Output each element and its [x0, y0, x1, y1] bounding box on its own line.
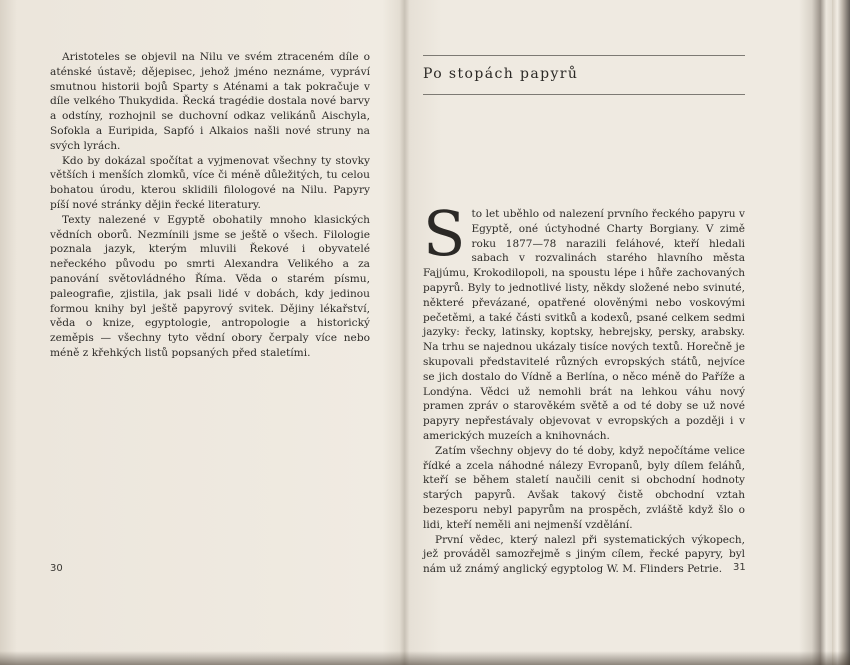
- page-shadow: [0, 651, 850, 665]
- left-paragraph-1: Aristoteles se objevil na Nilu ve svém ztraceném díle o aténské ústavě; dějepisec, jehož jméno neznáme, vypráví smutnou historii bojů Sparty s Aténami a tak pokračuje v díle velkého Thukydida. Řecká tragédie dostala nové barvy a odstíny, rozhojnil se duchovní odkaz velikánů Aischyla, Sofokla a Euripida, Sapfó i Alkaios našli nové struny na svých lyrách.: [50, 51, 370, 152]
- left-page: [50, 50, 370, 361]
- chapter-title: Po stopách papyrů: [423, 66, 579, 82]
- title-rule-top: [423, 55, 745, 56]
- left-paragraph-3: Texty nalezené v Egyptě obohatily mnoho klasických vědních oborů. Nezmínili jsme se ještě o všech. Filologie poznala jazyk, kterým mluvili Řekové i obyvatelé neřeckého původu po smrti Alexandra Velikého a za panování světovládného Říma. Věda o starém písmu, paleografie, zjistila, jak psali lidé v dobách, kdy jedinou formou knihy byl ještě papyrový svitek. Dějiny lékařství, věda o knize, egyptologie, antropologie a historický zeměpis — všechny tyto vědní obory čerpaly více nebo méně z křehkých listů popsaných před staletími.: [50, 213, 370, 359]
- right-paragraph-1: [423, 197, 745, 444]
- right-paragraph-3: První vědec, který nalezl při systematických výkopech, jež prováděl samozřejmě s jiným cílem, řecké papyry, byl nám už známý anglický egyptolog W. M. Flinders Petrie.: [423, 533, 745, 576]
- right-paragraph-1-text: to let uběhlo od nalezení prvního řeckého papyru v Egyptě, oné úctyhodné Charty Borgiany. V zimě roku 1877—78 narazili feláhové, kteří hledali sabach v rozvalinách starého hlavního města Fajjúmu, Krokodilopoli, na spoustu lépe i hůře zachovaných papyrů. Byly to jednotlivé listy, někdy složené nebo svinuté, některé převázané, opatřené olověnými nebo voskovými pečetěmi, a také části svitků a kodexů, psané celkem sedmi jazyky: řecky, latinsky, koptsky, hebrejsky, persky, arabsky. Na trhu se najednou ukázaly tisíce nových textů. Horečně je skupovali představitelé různých evropských států, nejvíce se jich dostalo do Vídně a Berlína, o něco méně do Paříže a Londýna. Vědci už nemohli brát na lehkou váhu nový pramen zpráv o starověkém světě a od té doby se už nové papyry nepřestávaly objevovat v evropských a později i v amerických muzeích a knihovnách.: [423, 208, 745, 442]
- right-page: [423, 55, 745, 577]
- drop-cap: S: [423, 197, 466, 270]
- book-edge: [832, 0, 850, 665]
- page-number-left: 30: [50, 563, 63, 574]
- title-rule-bottom: [423, 94, 745, 95]
- left-paragraph-2: Kdo by dokázal spočítat a vyjmenovat všechny ty stovky větších i menších zlomků, více či méně důležitých, tu celou bohatou úrodu, kterou sklidili filologové na Nilu. Papyry píší nové stránky dějin řecké literatury.: [50, 154, 370, 211]
- page-number-right: 31: [733, 562, 746, 573]
- right-paragraph-2: Zatím všechny objevy do té doby, když nepočítáme velice řídké a zcela náhodné nálezy Evropanů, byly dílem feláhů, kteří se během staletí naučili cenit si obchodní hodnoty starých papyrů. Avšak takový čistě obchodní vztah bezesporu nebyl papyrům na prospěch, zvláště když šlo o lidi, kteří neměli ani nejmenší vzdělání.: [423, 444, 745, 531]
